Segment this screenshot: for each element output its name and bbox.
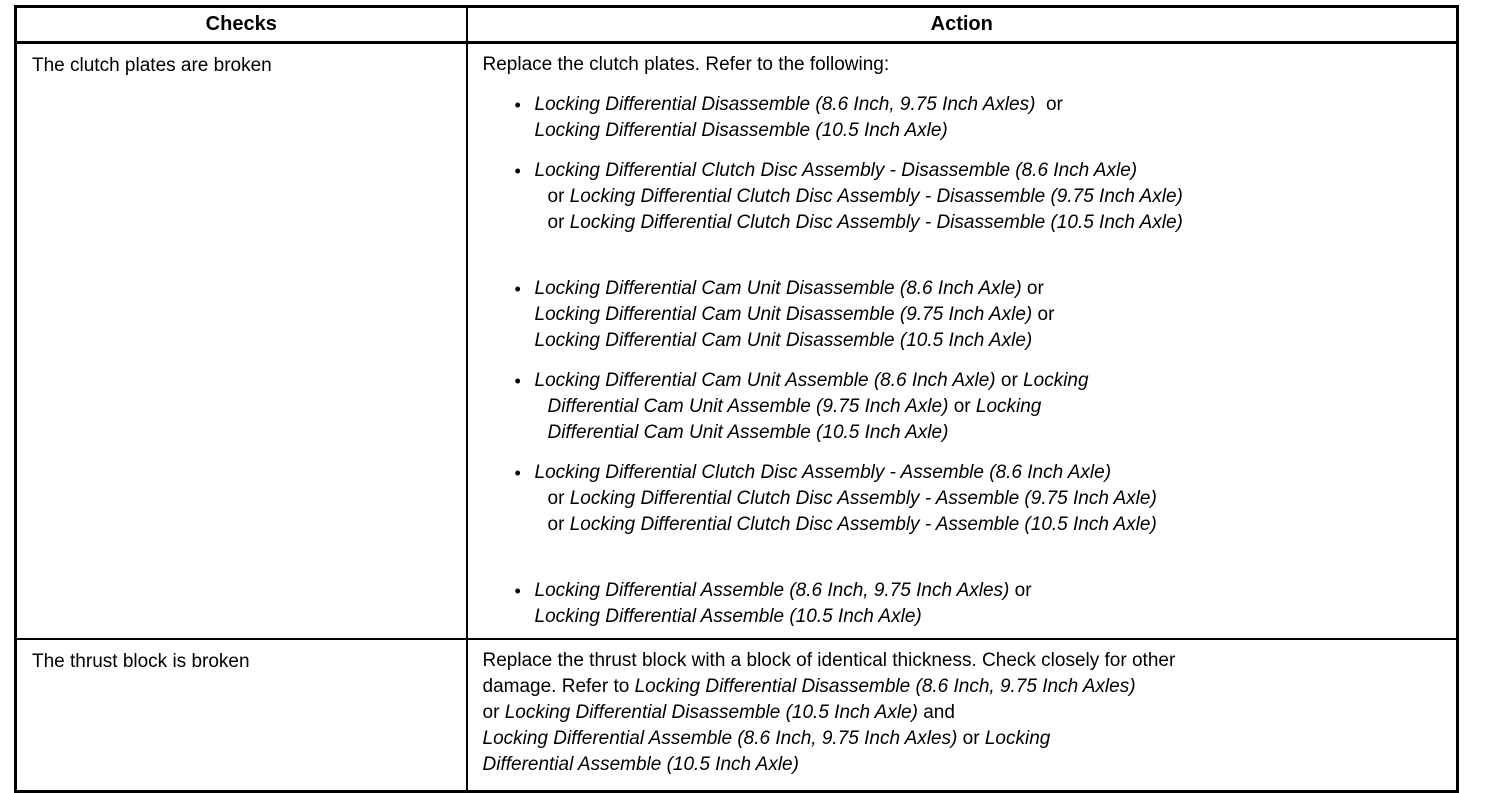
bullet-item [515, 158, 1443, 236]
plain-text: and [917, 702, 955, 723]
text-line [483, 752, 1443, 778]
reference-title: Locking Differential Clutch Disc Assembly - Assemble (8.6 Inch Axle) [534, 462, 1112, 483]
plain-text: or [995, 370, 1024, 391]
reference-title: Locking Differential Disassemble (8.6 Inch, 9.75 Inch Axles) [534, 94, 1036, 115]
reference-title: Locking Differential Clutch Disc Assembly - Disassemble (10.5 Inch Axle) [569, 212, 1183, 233]
bullet-icon: • [514, 463, 521, 483]
plain-text: or [547, 488, 570, 509]
reference-title: Differential Cam Unit Assemble (10.5 Inch Axle) [547, 422, 949, 443]
bullet-item [515, 92, 1443, 144]
text-line [535, 512, 1443, 538]
check-cell: The thrust block is broken [16, 639, 467, 792]
reference-title: Locking Differential Cam Unit Disassemble (10.5 Inch Axle) [534, 330, 1033, 351]
plain-text: or [547, 186, 570, 207]
text-line [483, 648, 1443, 674]
reference-title: Locking Differential Disassemble (10.5 Inch Axle) [534, 120, 948, 141]
bullet-icon: • [514, 279, 521, 299]
plain-text: Replace the thrust block with a block of identical thickness. Check closely for other [482, 650, 1176, 671]
bullet-text [535, 460, 1443, 538]
bullet-text [535, 368, 1443, 446]
bullet-icon: • [514, 161, 521, 181]
reference-title: Locking [984, 728, 1051, 749]
text-line [535, 92, 1443, 118]
table-row [16, 43, 1458, 640]
reference-title: Locking Differential Cam Unit Disassemble (9.75 Inch Axle) [534, 304, 1033, 325]
reference-title: Locking Differential Clutch Disc Assembly - Assemble (10.5 Inch Axle) [569, 514, 1157, 535]
plain-text: or [1009, 580, 1032, 601]
check-cell: The clutch plates are broken [16, 43, 467, 640]
text-line [535, 276, 1443, 302]
bullet-item [515, 460, 1443, 538]
reference-title: Locking Differential Clutch Disc Assembly - Disassemble (9.75 Inch Axle) [569, 186, 1183, 207]
text-line [535, 328, 1443, 354]
text-line [535, 604, 1443, 630]
action-paragraph [483, 52, 1443, 78]
reference-title: Locking [975, 396, 1042, 417]
plain-text: or [547, 212, 570, 233]
plain-text: or [1021, 278, 1044, 299]
reference-title: Locking Differential Assemble (8.6 Inch, 9.75 Inch Axles) [534, 580, 1010, 601]
bullet-icon: • [514, 95, 521, 115]
text-line [535, 118, 1443, 144]
plain-text: or [1032, 304, 1055, 325]
bullet-text [535, 158, 1443, 236]
reference-title: Differential Cam Unit Assemble (9.75 Inch Axle) [547, 396, 949, 417]
header-row [16, 7, 1458, 43]
bullet-icon: • [514, 581, 521, 601]
text-line [535, 302, 1443, 328]
bullet-item [515, 276, 1443, 354]
bullet-icon: • [514, 371, 521, 391]
plain-text: or [482, 702, 505, 723]
action-paragraph [483, 648, 1443, 778]
bullet-text [535, 92, 1443, 144]
plain-text: or [547, 514, 570, 535]
reference-title: Differential Assemble (10.5 Inch Axle) [482, 754, 799, 775]
reference-title: Locking Differential Clutch Disc Assembly - Assemble (9.75 Inch Axle) [569, 488, 1157, 509]
text-line [535, 158, 1443, 184]
text-line [535, 210, 1443, 236]
header-checks: Checks [16, 7, 467, 43]
reference-title: Locking Differential Disassemble (8.6 Inch, 9.75 Inch Axles) [634, 676, 1136, 697]
diagnostic-table [14, 5, 1459, 793]
bullet-text [535, 578, 1443, 630]
plain-text: or [957, 728, 985, 749]
text-line [535, 394, 1443, 420]
text-line [483, 726, 1443, 752]
action-cell [467, 43, 1458, 640]
text-line [535, 578, 1443, 604]
text-line [535, 460, 1443, 486]
reference-title: Locking Differential Assemble (8.6 Inch, 9.75 Inch Axles) [482, 728, 958, 749]
text-line [535, 184, 1443, 210]
text-line [483, 674, 1443, 700]
bullet-item [515, 578, 1443, 630]
reference-title: Locking [1023, 370, 1089, 391]
reference-title: Locking Differential Cam Unit Disassemble (8.6 Inch Axle) [534, 278, 1022, 299]
text-line [483, 52, 1443, 78]
bullet-text [535, 276, 1443, 354]
bullet-item [515, 368, 1443, 446]
header-action: Action [467, 7, 1458, 43]
text-line [483, 700, 1443, 726]
plain-text: damage. Refer to [482, 676, 635, 697]
reference-title: Locking Differential Cam Unit Assemble (8.6 Inch Axle) [534, 370, 996, 391]
reference-title: Locking Differential Clutch Disc Assembly - Disassemble (8.6 Inch Axle) [534, 160, 1138, 181]
reference-title: Locking Differential Disassemble (10.5 Inch Axle) [504, 702, 918, 723]
text-line [535, 368, 1443, 394]
table-body [16, 43, 1458, 792]
plain-text: Replace the clutch plates. Refer to the following: [482, 54, 890, 75]
action-cell [467, 639, 1458, 792]
table-row [16, 639, 1458, 792]
reference-title: Locking Differential Assemble (10.5 Inch Axle) [534, 606, 922, 627]
plain-text: or [1035, 94, 1063, 115]
plain-text: or [948, 396, 976, 417]
text-line [535, 486, 1443, 512]
text-line [535, 420, 1443, 446]
